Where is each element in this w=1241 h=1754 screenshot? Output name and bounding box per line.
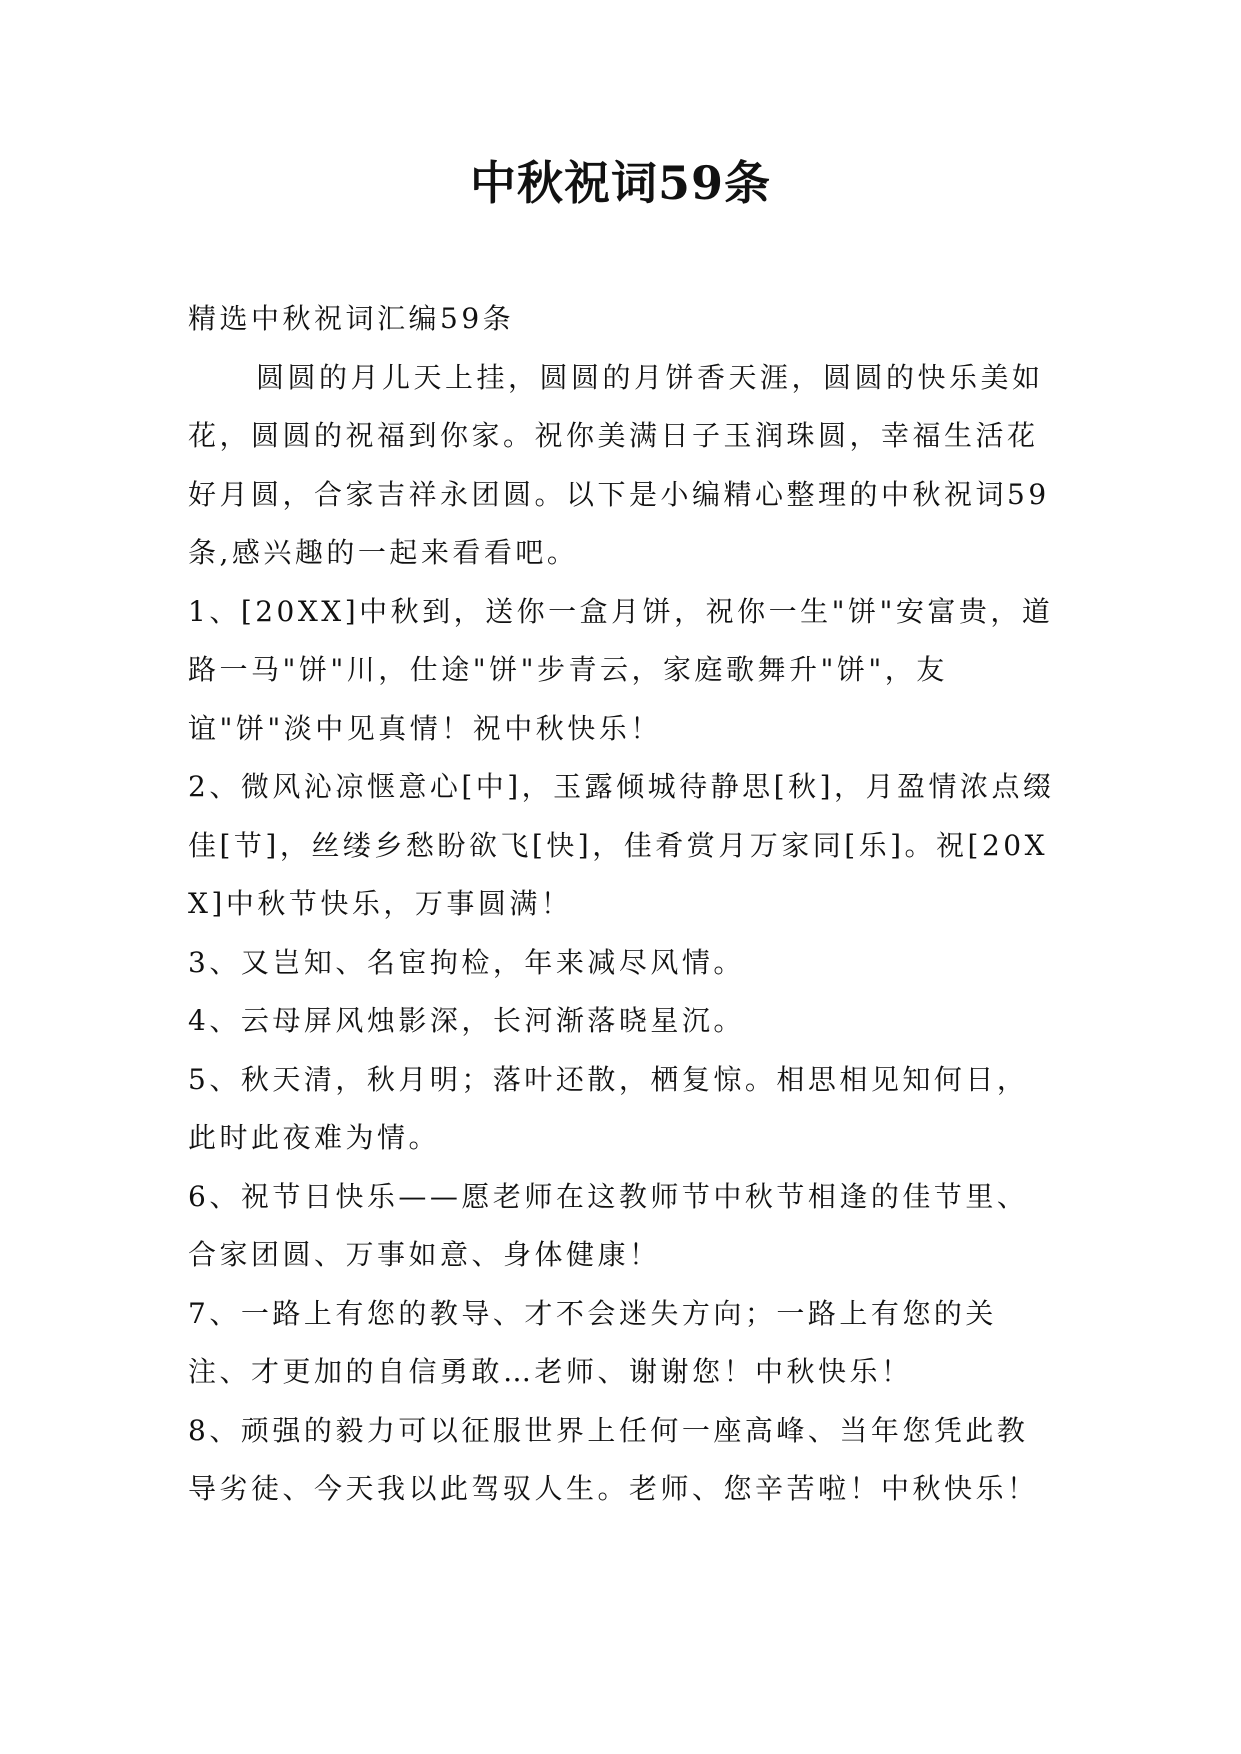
document-title: 中秋祝词59条 [469, 156, 771, 210]
list-item-7: 7、一路上有您的教导、才不会迷失方向；一路上有您的关注、才更加的自信勇敢…老师、谢谢您！中秋快乐！ [188, 1296, 997, 1388]
subtitle-paragraph: 精选中秋祝词汇编59条 [188, 302, 515, 335]
document-body [188, 290, 1058, 1519]
intro-paragraph: 圆圆的月儿天上挂，圆圆的月饼香天涯，圆圆的快乐美如花，圆圆的祝福到你家。祝你美满日子玉润珠圆，幸福生活花好月圆，合家吉祥永团圆。以下是小编精心整理的中秋祝词59条,感兴趣的一起来看看吧。 [188, 360, 1050, 569]
list-item-3: 3、又岂知、名宦拘检，年来减尽风情。 [188, 945, 745, 979]
list-item-2: 2、微风沁凉惬意心[中]，玉露倾城待静思[秋]，月盈情浓点缀佳[节]，丝缕乡愁盼欲飞[快]，佳肴赏月万家同[乐]。祝[20XX]中秋节快乐，万事圆满！ [188, 770, 1055, 920]
list-item-5: 5、秋天清，秋月明；落叶还散，栖复惊。相思相见知何日，此时此夜难为情。 [188, 1062, 1029, 1154]
list-item-8: 8、顽强的毅力可以征服世界上任何一座高峰、当年您凭此教导劣徒、今天我以此驾驭人生。老师、您辛苦啦！中秋快乐！ [188, 1413, 1039, 1505]
list-item-6: 6、祝节日快乐——愿老师在这教师节中秋节相逢的佳节里、合家团圆、万事如意、身体健康！ [188, 1179, 1029, 1271]
list-item-4: 4、云母屏风烛影深，长河渐落晓星沉。 [188, 1004, 745, 1037]
list-item-1: 1、[20XX]中秋到，送你一盒月饼，祝你一生"饼"安富贵，道路一马"饼"川，仕途"饼"步青云，家庭歌舞升"饼"，友谊"饼"淡中见真情！祝中秋快乐！ [188, 594, 1054, 745]
